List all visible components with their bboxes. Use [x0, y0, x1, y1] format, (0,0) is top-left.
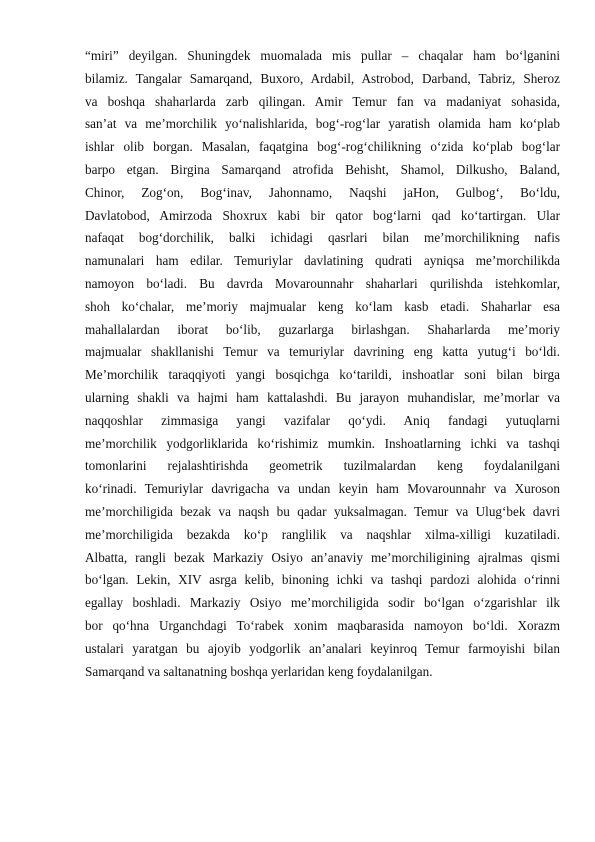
text-line: Davlatobod, Amirzoda Shoxrux kabi bir qator bog‘larni qad ko‘tartirgan. Ular — [85, 207, 560, 223]
text-line: va boshqa shaharlarda zarb qilingan. Amir Temur fan va madaniyat sohasida, — [85, 93, 560, 109]
text-line: mahallalardan iborat bo‘lib, guzarlarga birlashgan. Shaharlarda me’moriy — [85, 321, 560, 337]
text-line: Chinor, Zog‘on, Bog‘inav, Jahonnamo, Naqshi jaHon, Gulbog‘, Bo‘ldu, — [85, 184, 560, 200]
text-line: majmualar shakllanishi Temur va temuriylar davrining eng katta yutug‘i bo‘ldi. — [85, 344, 560, 360]
text-line: bor qo‘hna Urganchdagi To‘rabek xonim maqbarasida namoyon bo‘ldi. Xorazm — [85, 617, 560, 633]
text-line: bo‘lgan. Lekin, XIV asrga kelib, binoning ichki va tashqi pardozi alohida o‘rinni — [85, 572, 560, 588]
text-line: bilamiz. Tangalar Samarqand, Buxoro, Ardabil, Astrobod, Darband, Tabriz, Sheroz — [85, 70, 560, 86]
text-line: tomonlarini rejalashtirishda geometrik tuzilmalardan keng foydalanilgani — [85, 458, 560, 474]
text-line: san’at va me’morchilik yo‘nalishlarida, bog‘-rog‘lar yaratish olamida ham ko‘plab — [85, 116, 560, 132]
text-line: nafaqat bog‘dorchilik, balki ichidagi qasrlari bilan me’morchilikning nafis — [85, 230, 560, 246]
text-line: Samarqand va saltanatning boshqa yerlaridan keng foydalanilgan. — [85, 663, 433, 679]
text-line: egallay boshladi. Markaziy Osiyo me’morchiligida sodir bo‘lgan o‘zgarishlar ilk — [85, 595, 560, 611]
text-line: ishlar olib borgan. Masalan, faqatgina bog‘-rog‘chilikning o‘zida ko‘plab bog‘lar — [85, 139, 560, 155]
text-line: me’morchilik yodgorliklarida ko‘rishimiz mumkin. Inshoatlarning ichki va tashqi — [85, 435, 560, 451]
text-line: namunalari ham edilar. Temuriylar davlatining qudrati ayniqsa me’morchilikda — [85, 253, 560, 269]
text-line: barpo etgan. Birgina Samarqand atrofida Behisht, Shamol, Dilkusho, Baland, — [85, 161, 560, 177]
text-line: Me’morchilik taraqqiyoti yangi bosqichga ko‘tarildi, inshoatlar soni bilan birga — [85, 367, 560, 383]
text-line: me’morchiligida bezakda ko‘p ranglilik va naqshlar xilma-xilligi kuzatiladi. — [85, 526, 560, 542]
text-line: ustalari yaratgan bu ajoyib yodgorlik an’analari keyinroq Temur farmoyishi bilan — [85, 640, 560, 656]
text-line: “miri” deyilgan. Shuningdek muomalada mis pullar – chaqalar ham bo‘lganini — [85, 48, 560, 63]
body-text — [85, 45, 560, 683]
text-line: ko‘rinadi. Temuriylar davrigacha va undan keyin ham Movarounnahr va Xuroson — [85, 481, 560, 497]
text-line: shoh ko‘chalar, me’moriy majmualar keng ko‘lam kasb etadi. Shaharlar esa — [85, 298, 560, 314]
text-line: namoyon bo‘ladi. Bu davrda Movarounnahr shaharlari qurilishda istehkomlar, — [85, 275, 560, 291]
text-line: Albatta, rangli bezak Markaziy Osiyo an’anaviy me’morchiligining ajralmas qismi — [85, 549, 560, 565]
text-line: naqqoshlar zimmasiga yangi vazifalar qo‘ydi. Aniq fandagi yutuqlarni — [85, 412, 560, 428]
text-line: ularning shakli va hajmi ham kattalashdi. Bu jarayon muhandislar, me’morlar va — [85, 389, 560, 405]
text-line: me’morchiligida bezak va naqsh bu qadar yuksalmagan. Temur va Ulug‘bek davri — [85, 503, 560, 519]
